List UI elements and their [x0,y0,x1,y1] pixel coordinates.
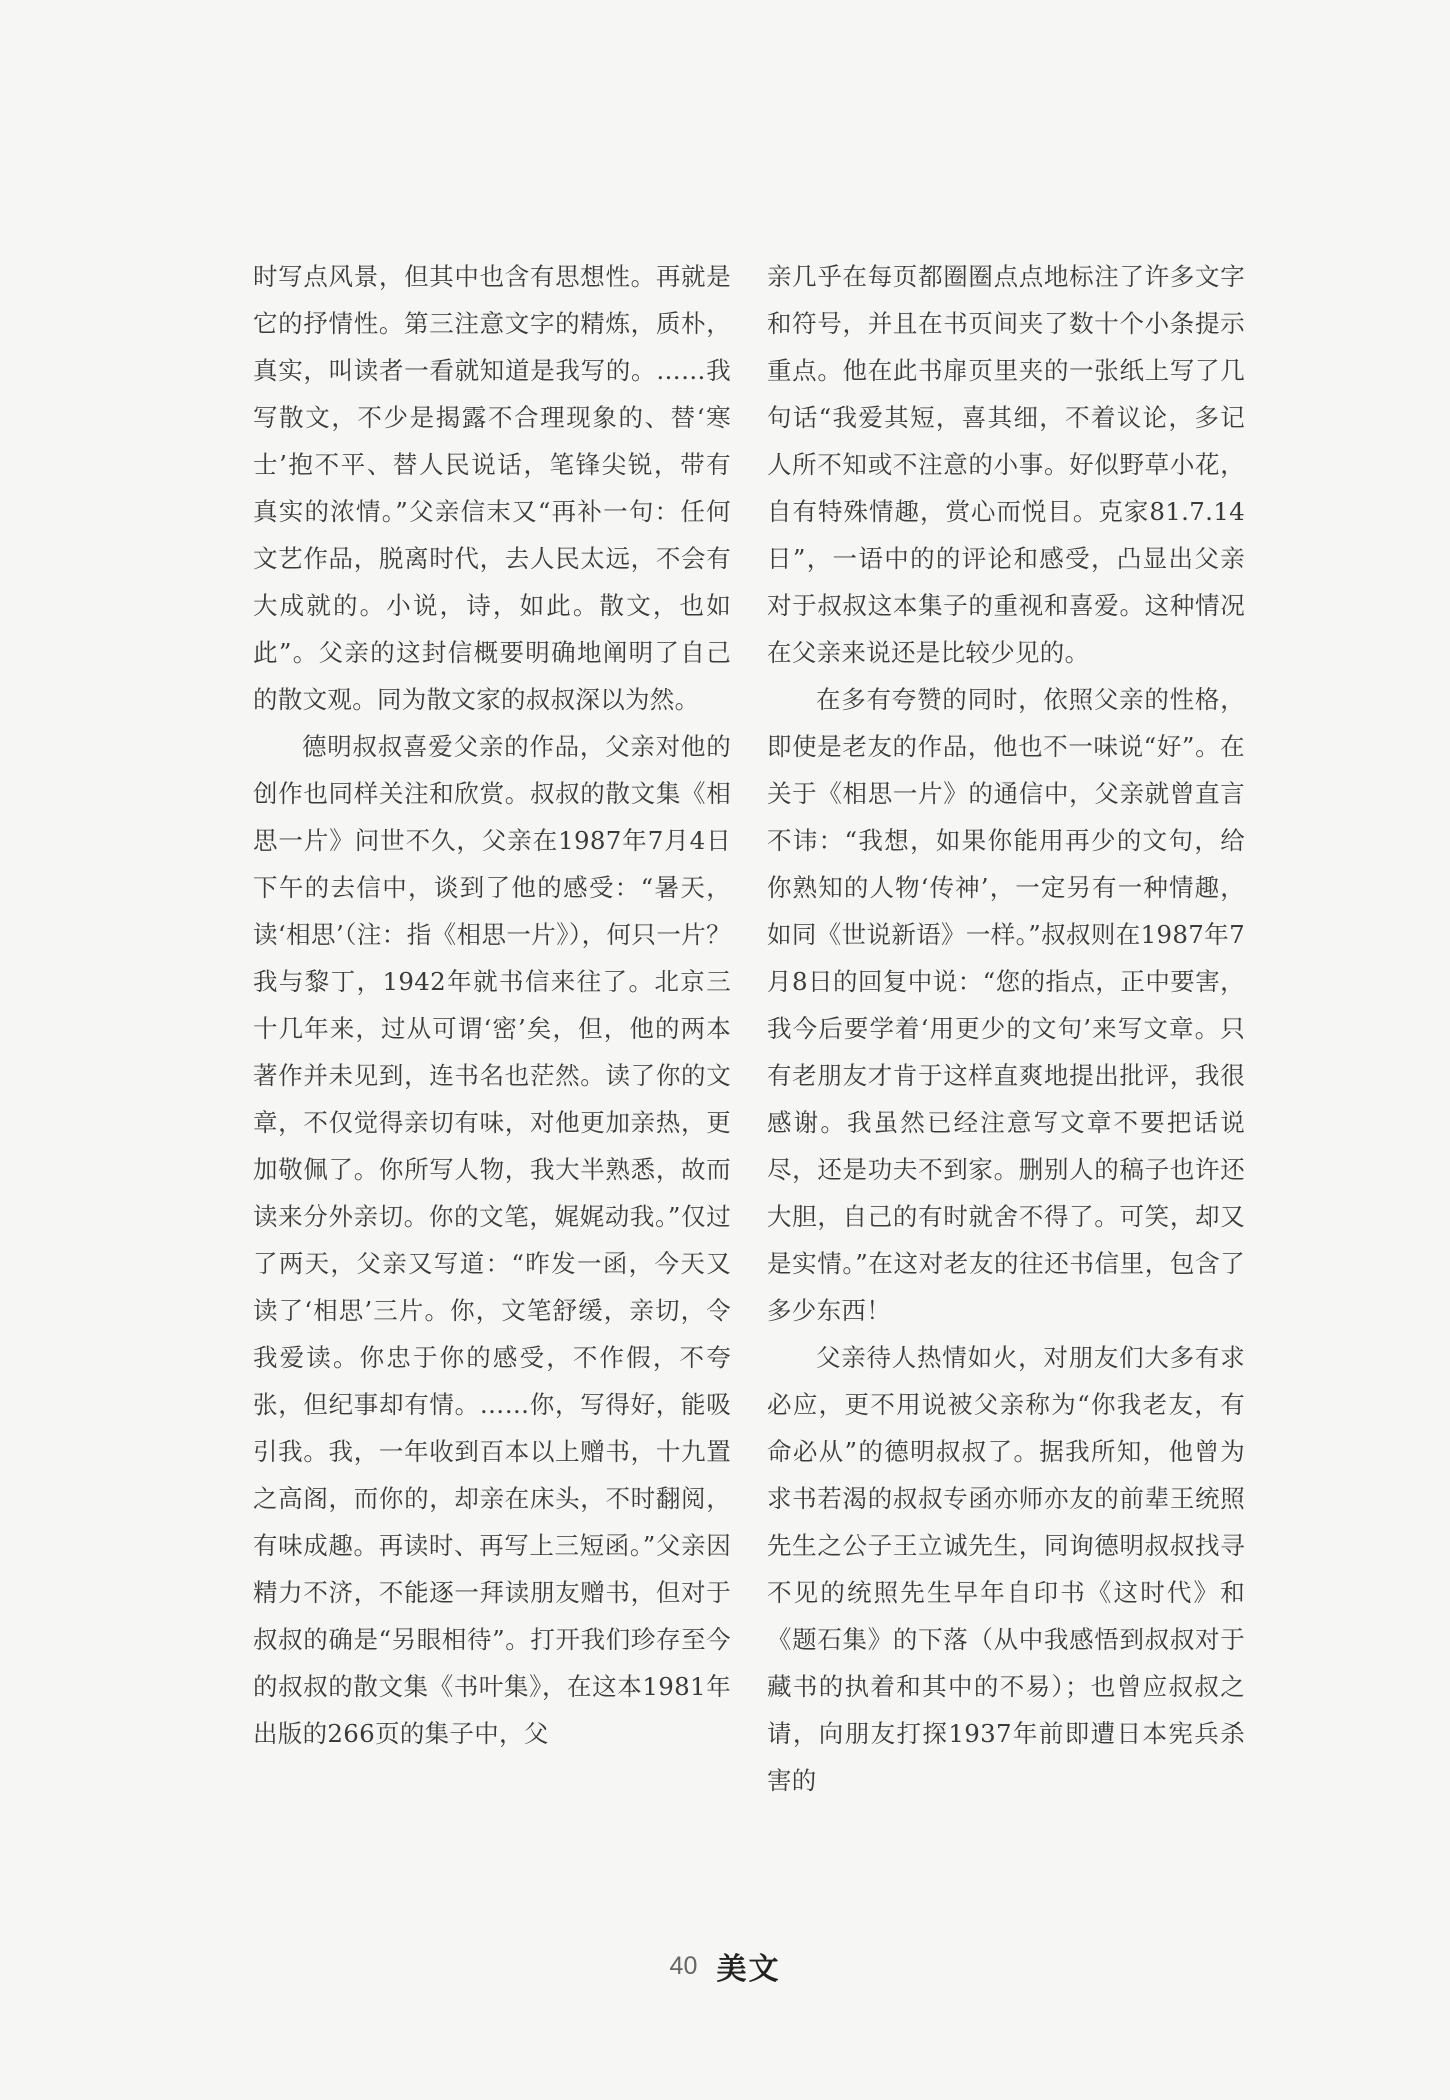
left-paragraph-2: 德明叔叔喜爱父亲的作品，父亲对他的创作也同样关注和欣赏。叔叔的散文集《相思一片》问世不久，父亲在1987年7月4日下午的去信中，谈到了他的感受：“暑天，读‘相思’（注：指《相思一片》），何只一片？我与黎丁，1942年就书信来往了。北京三十几年来，过从可谓‘密’矣，但，他的两本著作并未见到，连书名也茫然。读了你的文章，不仅觉得亲切有味，对他更加亲热，更加敬佩了。你所写人物，我大半熟悉，故而读来分外亲切。你的文笔，娓娓动我。”仅过了两天，父亲又写道：“昨发一函，今天又读了‘相思’三片。你，文笔舒缓，亲切，令我爱读。你忠于你的感受，不作假，不夸张，但纪事却有情。……你，写得好，能吸引我。我，一年收到百本以上赠书，十九置之高阁，而你的，却亲在床头，不时翻阅，有味成趣。再读时、再写上三短函。”父亲因精力不济，不能逐一拜读朋友赠书，但对于叔叔的确是“另眼相待”。打开我们珍存至今的叔叔的散文集《书叶集》，在这本1981年出版的266页的集子中，父 [253,732,731,1748]
right-column [767,253,1245,1804]
left-column [253,253,731,1757]
magazine-logo: 美文 [716,1952,781,1987]
page-number: 40 [669,1951,698,1980]
page-footer [0,1944,1450,1988]
right-paragraph-1: 亲几乎在每页都圈圈点点地标注了许多文字和符号，并且在书页间夹了数十个小条提示重点。他在此书扉页里夹的一张纸上写了几句话“我爱其短，喜其细，不着议论，多记人所不知或不注意的小事。好似野草小花，自有特殊情趣，赏心而悦目。克家81.7.14日”，一语中的的评论和感受，凸显出父亲对于叔叔这本集子的重视和喜爱。这种情况在父亲来说还是比较少见的。 [767,262,1245,667]
left-paragraph-1: 时写点风景，但其中也含有思想性。再就是它的抒情性。第三注意文字的精炼，质朴，真实，叫读者一看就知道是我写的。……我写散文，不少是揭露不合理现象的、替‘寒士’抱不平、替人民说话，笔锋尖锐，带有真实的浓情。”父亲信末又“再补一句：任何文艺作品，脱离时代，去人民太远，不会有大成就的。小说，诗，如此。散文，也如此”。父亲的这封信概要明确地阐明了自己的散文观。同为散文家的叔叔深以为然。 [253,262,731,714]
right-paragraph-3: 父亲待人热情如火，对朋友们大多有求必应，更不用说被父亲称为“你我老友，有命必从”的德明叔叔了。据我所知，他曾为求书若渴的叔叔专函亦师亦友的前辈王统照先生之公子王立诚先生，同询德明叔叔找寻不见的统照先生早年自印书《这时代》和《题石集》的下落（从中我感悟到叔叔对于藏书的执着和其中的不易）；也曾应叔叔之请，向朋友打探1937年前即遭日本宪兵杀害的 [767,1343,1245,1795]
right-paragraph-2: 在多有夸赞的同时，依照父亲的性格，即使是老友的作品，他也不一味说“好”。在关于《相思一片》的通信中，父亲就曾直言不讳：“我想，如果你能用再少的文句，给你熟知的人物‘传神’，一定另有一种情趣，如同《世说新语》一样。”叔叔则在1987年7月8日的回复中说：“您的指点，正中要害，我今后要学着‘用更少的文句’来写文章。只有老朋友才肯于这样直爽地提出批评，我很感谢。我虽然已经注意写文章不要把话说尽，还是功夫不到家。删别人的稿子也许还大胆，自己的有时就舍不得了。可笑，却又是实情。”在这对老友的往还书信里，包含了多少东西！ [767,685,1245,1325]
